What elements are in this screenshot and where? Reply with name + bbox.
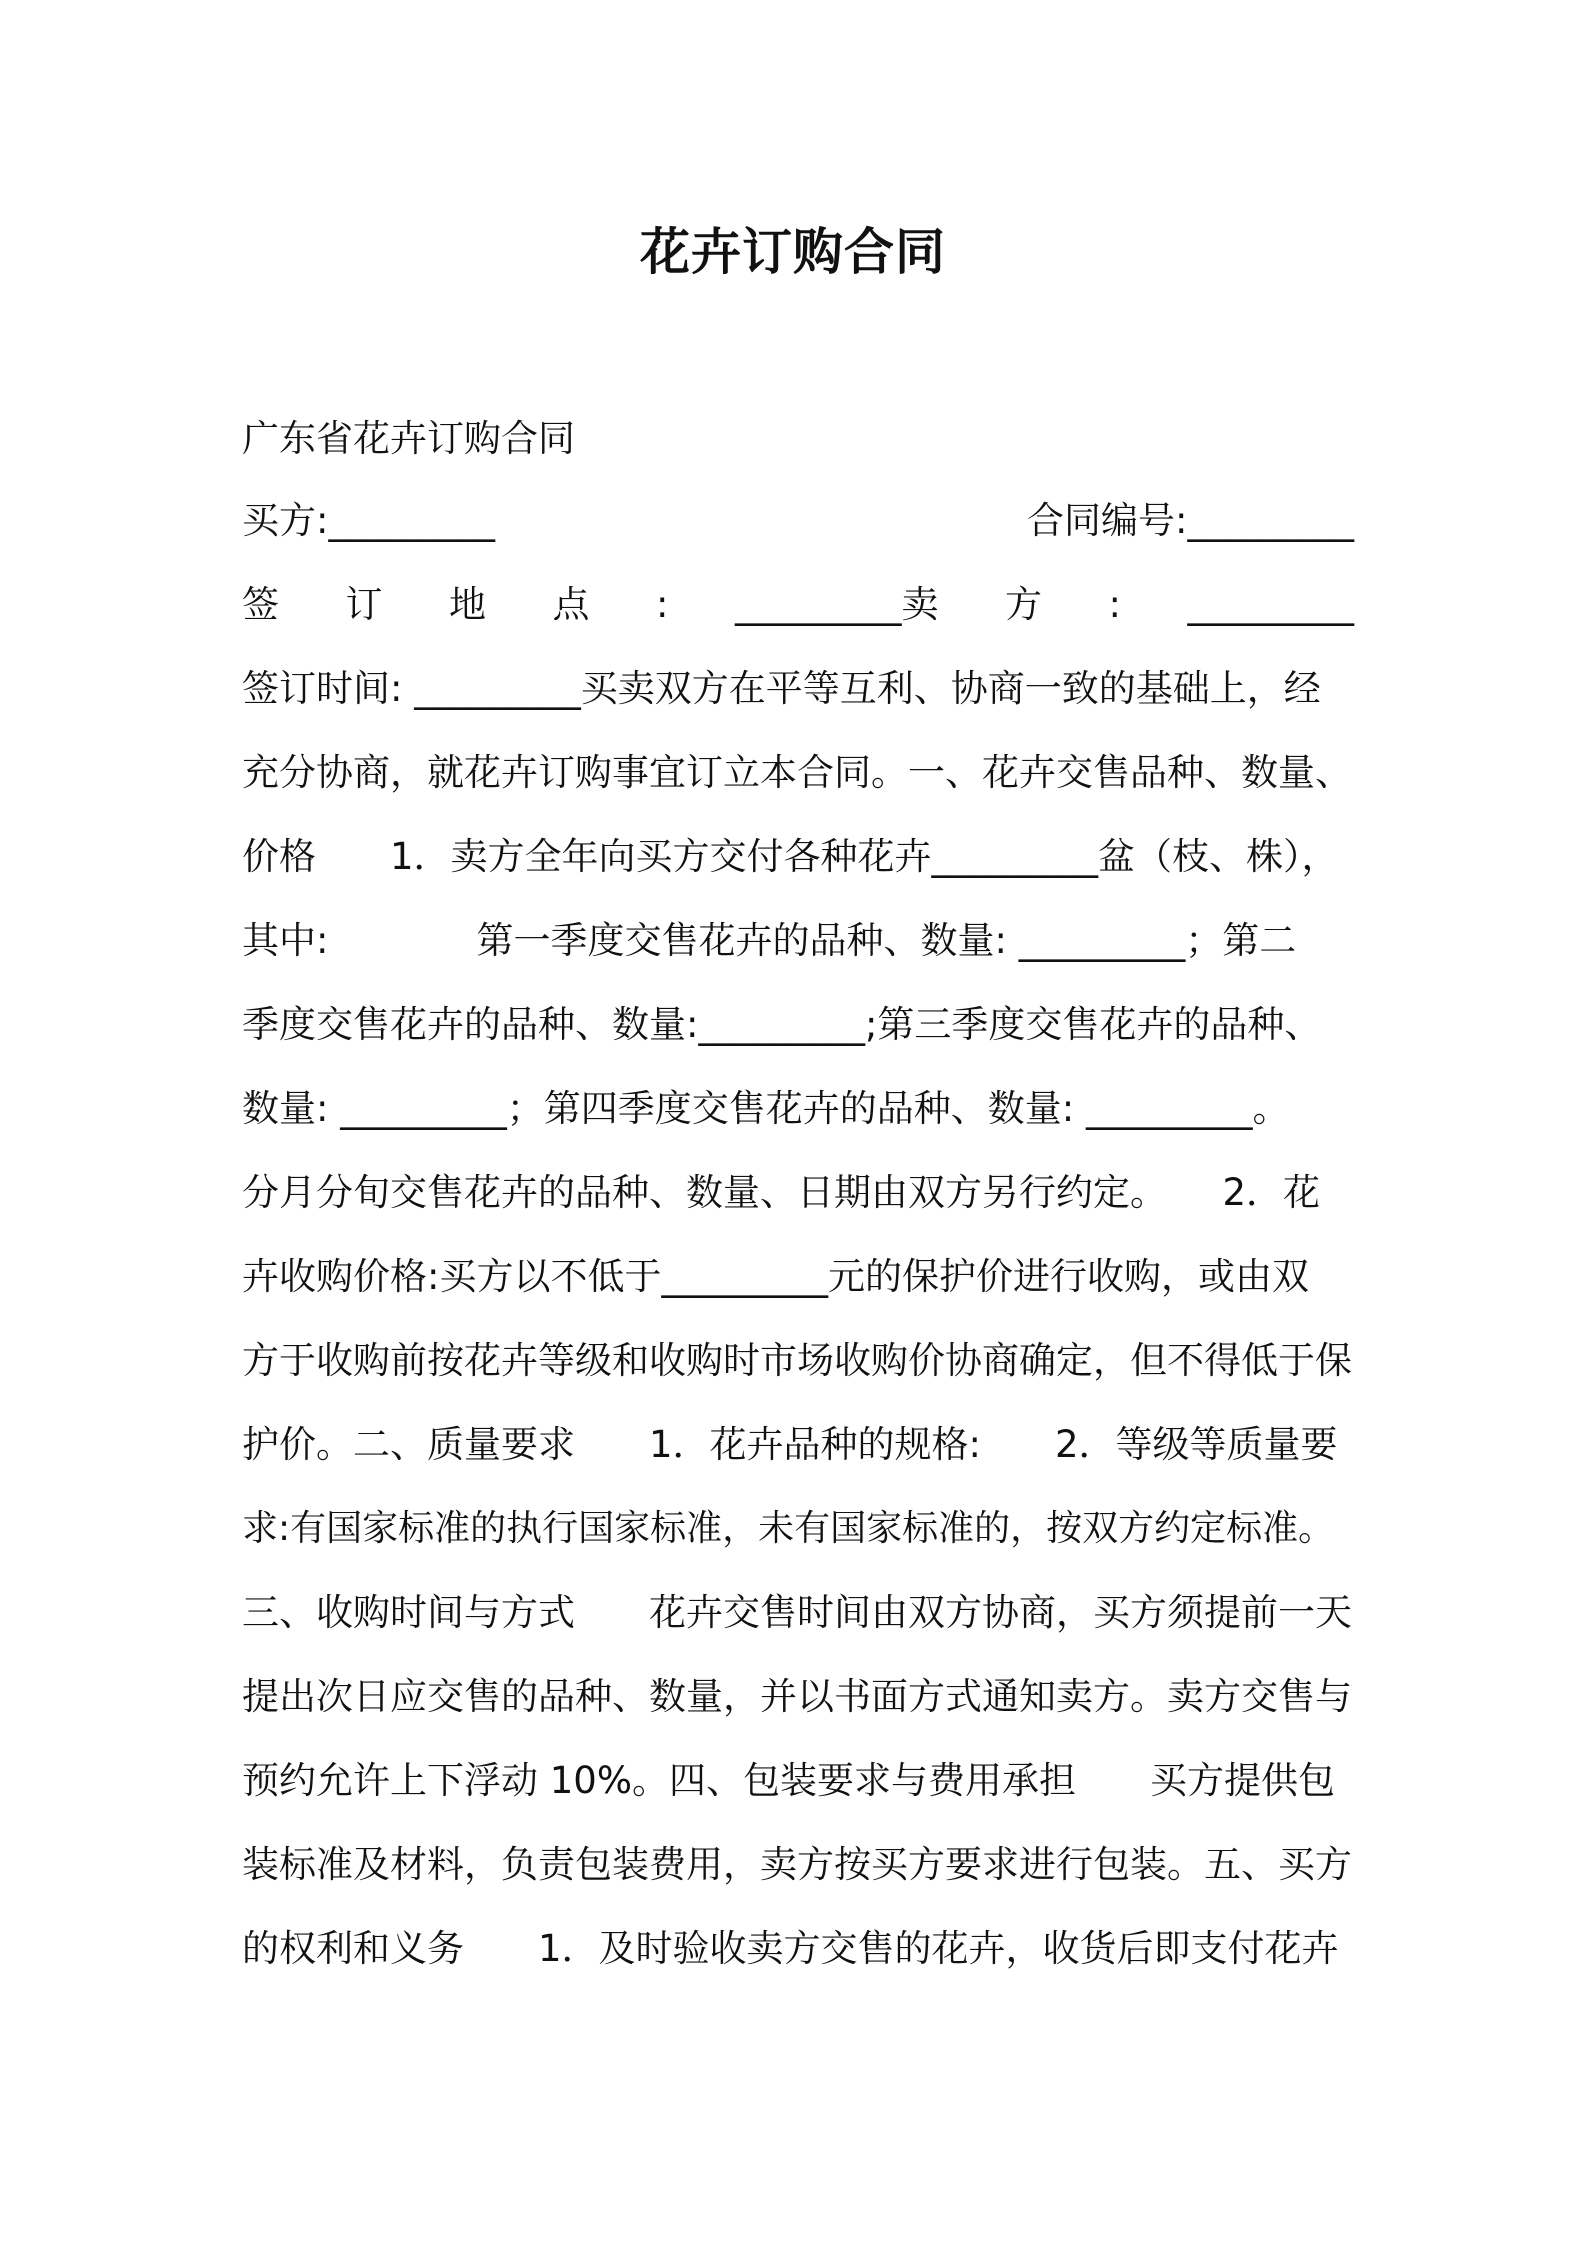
- sign-row-cell: _________: [1187, 583, 1354, 626]
- header-row: [242, 493, 1354, 549]
- body-line: 充分协商，就花卉订购事宜订立本合同。一、花卉交售品种、数量、: [242, 751, 1352, 794]
- body-line: 装标准及材料，负责包装费用，卖方按买方要求进行包装。五、买方: [242, 1843, 1352, 1886]
- sign-place-row: [242, 577, 1354, 633]
- sign-row-cell: _________卖: [734, 583, 939, 626]
- body-line: 季度交售花卉的品种、数量:_________;第三季度交售花卉的品种、: [242, 1003, 1322, 1046]
- body-line: 其中: 第一季度交售花卉的品种、数量: _________；第二: [242, 919, 1297, 962]
- sign-row-cell: 方: [1004, 583, 1042, 626]
- contract-number-field: 合同编号:_________: [1027, 499, 1354, 542]
- body-line: 求:有国家标准的执行国家标准，未有国家标准的，按双方约定标准。: [242, 1508, 1335, 1549]
- sign-row-cell: 签: [242, 583, 279, 626]
- document-title: 花卉订购合同: [640, 223, 946, 281]
- body-line: 价格 1．卖方全年向买方交付各种花卉_________盆（枝、株），: [242, 835, 1339, 878]
- document-subtitle: 广东省花卉订购合同: [242, 417, 575, 460]
- buyer-field: 买方:_________: [242, 499, 495, 542]
- body-line: 分月分旬交售花卉的品种、数量、日期由双方另行约定。 2．花: [242, 1171, 1321, 1214]
- body-line: 护价。二、质量要求 1．花卉品种的规格: 2．等级等质量要: [242, 1423, 1338, 1466]
- sign-row-cell: :: [656, 583, 669, 626]
- body-line: 卉收购价格:买方以不低于_________元的保护价进行收购，或由双: [242, 1255, 1309, 1298]
- sign-row-cell: 地: [449, 583, 486, 626]
- sign-row-cell: 订: [345, 583, 383, 626]
- body-line: 签订时间: _________买卖双方在平等互利、协商一致的基础上，经: [242, 667, 1321, 710]
- body-line: 方于收购前按花卉等级和收购时市场收购价协商确定，但不得低于保: [242, 1339, 1352, 1382]
- sign-row-cell: 点: [552, 583, 590, 626]
- body-line: 预约允许上下浮动 10%。四、包装要求与费用承担 买方提供包: [242, 1759, 1335, 1802]
- sign-row-cell: :: [1108, 583, 1121, 626]
- body-line: 的权利和义务 1．及时验收卖方交售的花卉，收货后即支付花卉: [242, 1927, 1339, 1970]
- body-line: 数量: _________；第四季度交售花卉的品种、数量: _________。: [242, 1087, 1290, 1130]
- body-line: 提出次日应交售的品种、数量，并以书面方式通知卖方。卖方交售与: [242, 1675, 1352, 1718]
- body-line: 三、收购时间与方式 花卉交售时间由双方协商，买方须提前一天: [242, 1591, 1352, 1634]
